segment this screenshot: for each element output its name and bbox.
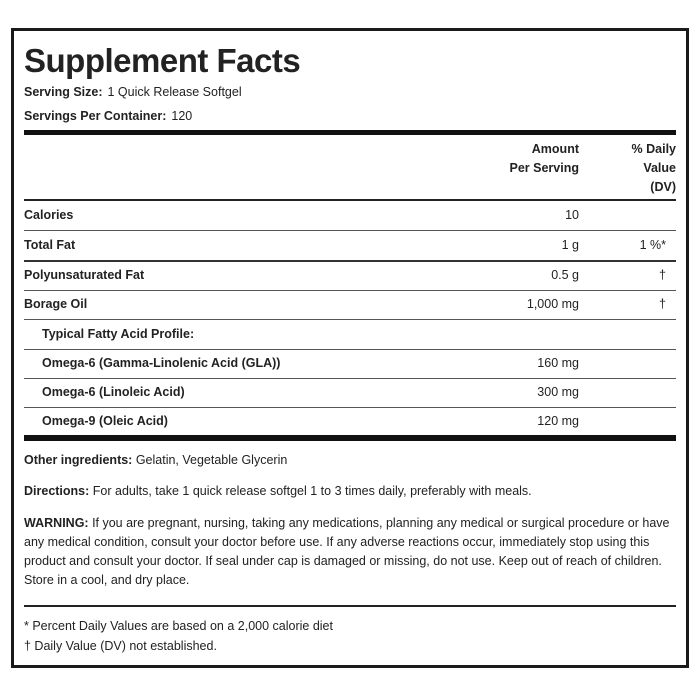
nutrient-amount: 0.5 g	[551, 268, 579, 282]
amount-header-line2: Per Serving	[509, 161, 579, 175]
nutrient-name: Polyunsaturated Fat	[24, 268, 145, 282]
servings-per-container	[24, 108, 192, 124]
daily-value-header	[632, 140, 676, 197]
panel-title: Supplement Facts	[24, 42, 301, 79]
nutrient-row	[24, 261, 676, 291]
nutrient-amount: 160 mg	[537, 356, 579, 370]
nutrient-name: Total Fat	[24, 238, 76, 252]
panel-content	[24, 31, 676, 665]
directions-label: Directions:	[24, 484, 90, 498]
servings-per-container-label: Servings Per Container:	[24, 109, 167, 123]
nutrient-dv: 1 %*	[639, 238, 666, 252]
column-header	[24, 136, 676, 200]
warning-label: WARNING:	[24, 516, 89, 530]
dv-header-line1: % Daily	[631, 142, 676, 156]
nutrient-amount: 10	[565, 208, 579, 222]
nutrient-dv: †	[659, 297, 666, 311]
dv-header-line3: (DV)	[650, 180, 676, 194]
nutrient-amount: 1,000 mg	[526, 297, 579, 311]
nutrient-name: Omega-6 (Linoleic Acid)	[42, 385, 185, 399]
nutrient-row	[24, 201, 676, 231]
directions-value: For adults, take 1 quick release softgel 1 to 3 times daily, preferably with meals.	[92, 484, 532, 498]
dv-header-line2: Value	[643, 161, 676, 175]
nutrient-row-subheading	[24, 320, 676, 350]
serving-size-value: 1 Quick Release Softgel	[107, 85, 242, 99]
nutrient-name: Calories	[24, 208, 74, 222]
amount-header-line1: Amount	[531, 142, 579, 156]
nutrient-dv: †	[659, 268, 666, 282]
nutrient-name: Typical Fatty Acid Profile:	[42, 327, 195, 341]
nutrient-row	[24, 231, 676, 262]
supplement-facts-panel	[11, 28, 689, 668]
nutrient-row	[24, 349, 676, 379]
nutrient-amount: 120 mg	[537, 414, 579, 428]
nutrient-row	[24, 290, 676, 320]
amount-per-serving-header	[510, 140, 579, 178]
footnote-dv-not-established: † Daily Value (DV) not established.	[24, 639, 217, 653]
warning-value: If you are pregnant, nursing, taking any medications, planning any medical or surgical procedure or have any medical condition, consult your doctor before use. If any adverse reactions occur, immediately stop using this product and consult your doctor. If seal under cap is damaged or missing, do not use. Keep out of reach of children. Store in a cool, and dry place.	[24, 516, 670, 587]
nutrient-name: Borage Oil	[24, 297, 88, 311]
servings-per-container-value: 120	[171, 109, 193, 123]
other-ingredients-label: Other ingredients:	[24, 453, 133, 467]
other-ingredients-value: Gelatin, Vegetable Glycerin	[135, 453, 288, 467]
divider-thick-top	[24, 130, 676, 135]
warning	[24, 514, 676, 590]
nutrient-row	[24, 378, 676, 408]
nutrient-name: Omega-9 (Oleic Acid)	[42, 414, 168, 428]
directions	[24, 482, 676, 501]
divider-footnotes	[24, 605, 676, 607]
serving-size-label: Serving Size:	[24, 85, 103, 99]
footnote-daily-values: * Percent Daily Values are based on a 2,000 calorie diet	[24, 619, 333, 633]
nutrient-amount: 1 g	[561, 238, 579, 252]
divider-thick-bottom	[24, 435, 676, 441]
serving-size	[24, 84, 242, 100]
nutrient-amount: 300 mg	[537, 385, 579, 399]
nutrient-row	[24, 407, 676, 436]
nutrient-name: Omega-6 (Gamma-Linolenic Acid (GLA))	[42, 356, 281, 370]
other-ingredients	[24, 451, 676, 470]
